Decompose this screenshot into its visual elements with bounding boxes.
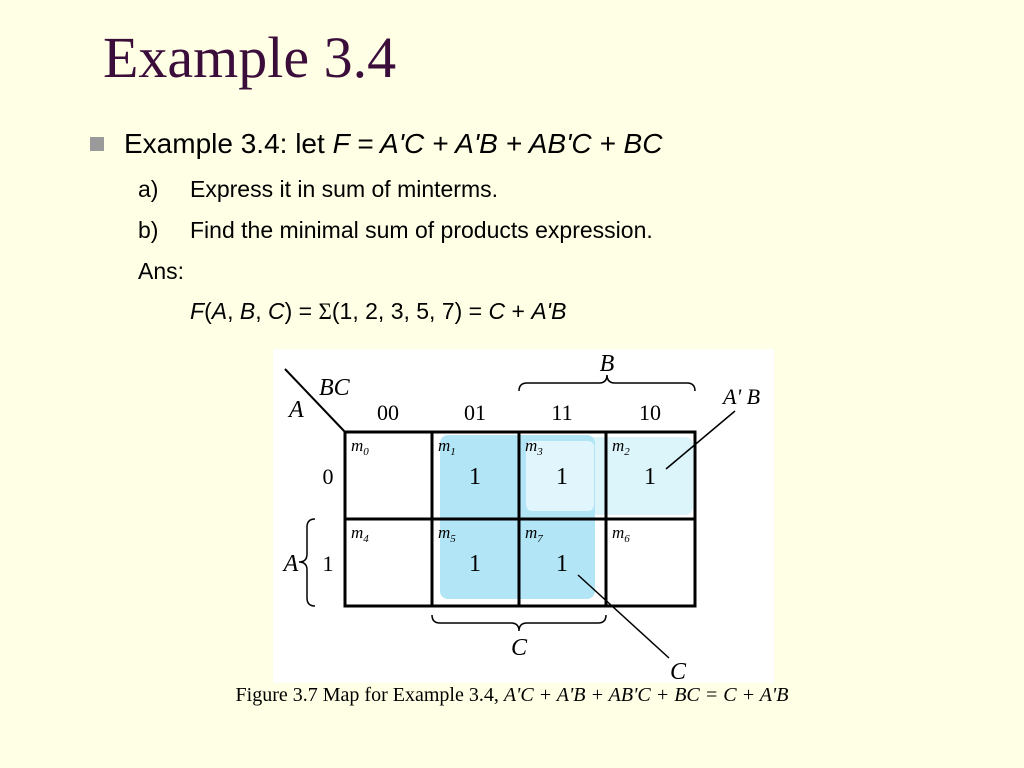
cell-value: 1 — [469, 464, 481, 490]
col-label: 00 — [377, 400, 399, 425]
sub-item-label: a) — [138, 176, 159, 202]
minterm-label: $m_3$ — [525, 436, 543, 458]
pointer-c — [578, 575, 669, 658]
square-bullet-icon — [90, 137, 104, 151]
caption-expression: A'C + A'B + AB'C + BC = C + A'B — [503, 684, 789, 706]
cell-value: 1 — [644, 464, 656, 490]
slide-title: Example 3.4 — [103, 25, 397, 90]
col-label: 10 — [639, 400, 661, 425]
bullet-main — [90, 128, 662, 160]
corner-col-vars: BC — [319, 375, 350, 401]
formula-comma: , — [227, 298, 240, 324]
cell-value: 1 — [556, 551, 568, 577]
brace-a — [299, 519, 315, 606]
formula-a: A — [211, 298, 228, 324]
minterm-label: $m_0$ — [351, 436, 369, 458]
formula-result-c: C — [488, 298, 506, 324]
sub-item-text: Express it in sum of minterms. — [190, 176, 499, 202]
minterm-label: $m_6$ — [612, 523, 630, 545]
bullet-text — [124, 128, 662, 160]
formula-f: F — [190, 298, 205, 324]
minterm-label: $m_7$ — [525, 523, 543, 545]
cell-value: 1 — [556, 464, 568, 490]
sub-item-a — [138, 176, 498, 203]
brace-c-label: C — [510, 635, 528, 661]
col-label: 11 — [551, 400, 573, 425]
minterm-label: $m_1$ — [438, 436, 456, 458]
col-label: 01 — [464, 400, 486, 425]
answer-label: Ans: — [138, 258, 185, 284]
brace-a-label: A — [283, 551, 299, 577]
answer-formula — [190, 298, 566, 325]
minterm-label: $m_4$ — [351, 523, 369, 545]
minterm-label: $m_2$ — [612, 436, 630, 458]
karnaugh-map-figure — [273, 349, 774, 683]
sub-item-label: b) — [138, 217, 159, 243]
brace-b — [519, 375, 695, 391]
formula-open: ( — [204, 298, 212, 324]
cell-value: 1 — [469, 551, 481, 577]
formula-comma: , — [255, 298, 268, 324]
brace-c — [432, 615, 606, 631]
sub-item-text: Find the minimal sum of products expression. — [190, 217, 653, 243]
formula-close: ) — [284, 298, 293, 324]
formula-c: C — [267, 298, 285, 324]
formula-b: B — [239, 298, 256, 324]
karnaugh-map-svg — [273, 349, 774, 683]
sigma-symbol: Σ — [318, 299, 332, 324]
brace-b-label: B — [599, 351, 615, 377]
formula-minterm-list: (1, 2, 3, 5, 7) = — [331, 298, 489, 324]
bullet-expression: F = A'C + A'B + AB'C + BC — [332, 128, 663, 159]
bullet-prefix: Example 3.4: let — [124, 128, 333, 159]
caption-prefix: Figure 3.7 Map for Example 3.4, — [235, 684, 504, 706]
minterm-label: $m_5$ — [438, 523, 456, 545]
group-label-ab: A' B — [723, 384, 761, 409]
group-label-c: C — [670, 659, 687, 683]
corner-row-var: A — [289, 397, 304, 423]
figure-caption — [0, 684, 1024, 707]
formula-equals: = — [292, 298, 319, 324]
row-label: 0 — [322, 464, 334, 489]
formula-result-ab: A'B — [531, 298, 567, 324]
sub-item-b — [138, 217, 653, 244]
row-label: 1 — [322, 551, 334, 576]
formula-plus: + — [505, 298, 532, 324]
